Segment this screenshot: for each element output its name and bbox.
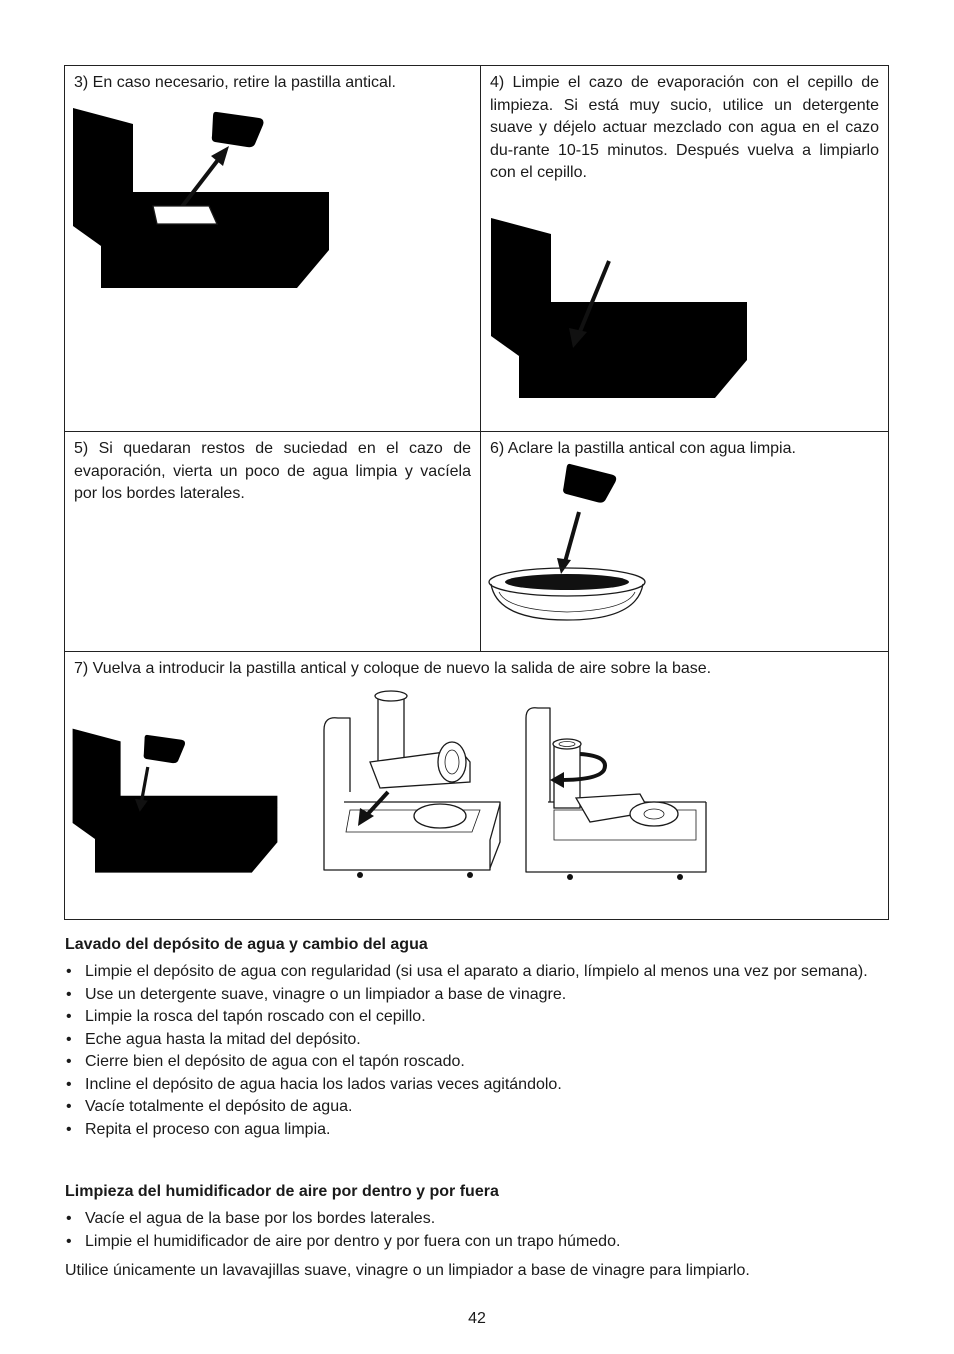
steps-grid [64, 65, 889, 920]
step-6-text: 6) Aclare la pastilla antical con agua limpia. [490, 440, 796, 457]
step-7-illustration-2 [320, 692, 510, 907]
section-1-list [65, 961, 889, 1141]
list-item: • Cierre bien el depósito de agua con el tapón roscado. [65, 1051, 889, 1074]
closing-paragraph: Utilice únicamente un lavavajillas suave, vinagre o un limpiador a base de vinagre para limpiarlo. [65, 1262, 750, 1279]
step-7-cell [64, 651, 889, 920]
section-2-title: Limpieza del humidificador de aire por dentro y por fuera [65, 1183, 499, 1200]
list-item: • Use un detergente suave, vinagre o un limpiador a base de vinagre. [65, 984, 889, 1007]
step-3-cell [64, 65, 481, 432]
step-6-cell [480, 431, 889, 652]
section-1-title: Lavado del depósito de agua y cambio del agua [65, 936, 428, 953]
step-7-illustration-3 [520, 702, 720, 907]
list-item: • Repita el proceso con agua limpia. [65, 1119, 889, 1142]
list-item: • Limpie la rosca del tapón roscado con el cepillo. [65, 1006, 889, 1029]
step-4-text: 4) Limpie el cazo de evaporación con el cepillo de limpieza. Si está muy sucio, utilice un detergente suave y déjelo actuar mezclado con agua en el cazo du-rante 10-15 minutos. Después vuelva a limpiarlo con el cepillo. [490, 74, 879, 181]
page-number: 42 [468, 1310, 486, 1327]
step-5-cell [64, 431, 481, 652]
step-4-illustration [489, 216, 789, 416]
step-7-text: 7) Vuelva a introducir la pastilla antical y coloque de nuevo la salida de aire sobre la base. [74, 660, 712, 677]
list-item: • Limpie el humidificador de aire por dentro y por fuera con un trapo húmedo. [65, 1231, 889, 1254]
step-5-text: 5) Si quedaran restos de suciedad en el cazo de evaporación, vierta un poco de agua limpia y vacíela por los bordes laterales. [74, 440, 471, 502]
list-item: • Eche agua hasta la mitad del depósito. [65, 1029, 889, 1052]
list-item: • Vacíe el agua de la base por los bordes laterales. [65, 1208, 889, 1231]
step-3-text: 3) En caso necesario, retire la pastilla antical. [74, 74, 396, 91]
step-7-illustration-1 [71, 707, 311, 907]
list-item: • Limpie el depósito de agua con regularidad (si usa el aparato a diario, límpielo al menos una vez por semana). [65, 961, 889, 984]
list-item: • Vacíe totalmente el depósito de agua. [65, 1096, 889, 1119]
step-4-cell [480, 65, 889, 432]
section-2-list [65, 1208, 889, 1253]
step-6-illustration [487, 460, 667, 630]
list-item: • Incline el depósito de agua hacia los lados varias veces agitándolo. [65, 1074, 889, 1097]
step-3-illustration [71, 106, 371, 306]
